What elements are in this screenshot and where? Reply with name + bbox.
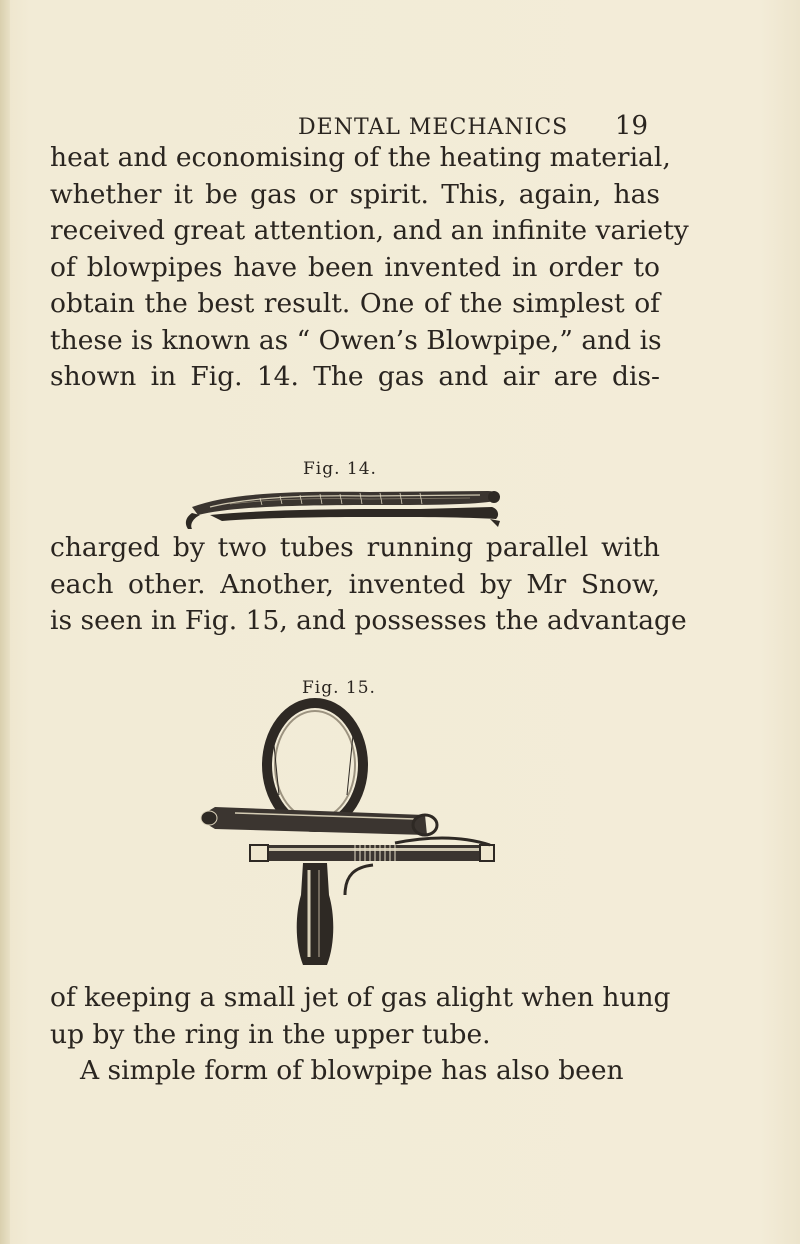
paragraph-2: [50, 530, 687, 640]
text-line: received great attention, and an infinite variety: [50, 215, 689, 246]
figure-14-caption: Fig. 14.: [303, 459, 377, 479]
text-line: A simple form of blowpipe has also been: [80, 1055, 624, 1086]
figure-15-snows-blowpipe: [195, 695, 505, 970]
blowpipe-illustration: [201, 703, 494, 965]
paragraph-3: [50, 980, 671, 1090]
figure-15-caption: Fig. 15.: [302, 678, 376, 698]
text-line: obtain the best result. One of the simplest of: [50, 288, 660, 319]
text-line: charged by two tubes running parallel with: [50, 532, 660, 563]
blowpipe-illustration: [186, 491, 500, 529]
text-line: is seen in Fig. 15, and possesses the advantage: [50, 605, 687, 636]
text-line: shown in Fig. 14. The gas and air are dis-: [50, 361, 660, 392]
running-title: DENTAL MECHANICS: [298, 115, 569, 140]
paragraph-1: [50, 140, 689, 396]
text-line: up by the ring in the upper tube.: [50, 1018, 491, 1050]
page-number: 19: [614, 111, 648, 141]
text-line: heat and economising of the heating material,: [50, 142, 671, 173]
text-line: these is known as “ Owen’s Blowpipe,” and is: [50, 324, 662, 356]
text-line: each other. Another, invented by Mr Snow,: [50, 568, 660, 600]
figure-14-owens-blowpipe: [170, 485, 510, 535]
text-line: whether it be gas or spirit. This, again, has: [50, 178, 660, 210]
page-gutter: [0, 0, 10, 1244]
running-head: [298, 111, 648, 141]
text-line: of blowpipes have been invented in order to: [50, 251, 660, 283]
text-line: of keeping a small jet of gas alight when hung: [50, 982, 671, 1013]
